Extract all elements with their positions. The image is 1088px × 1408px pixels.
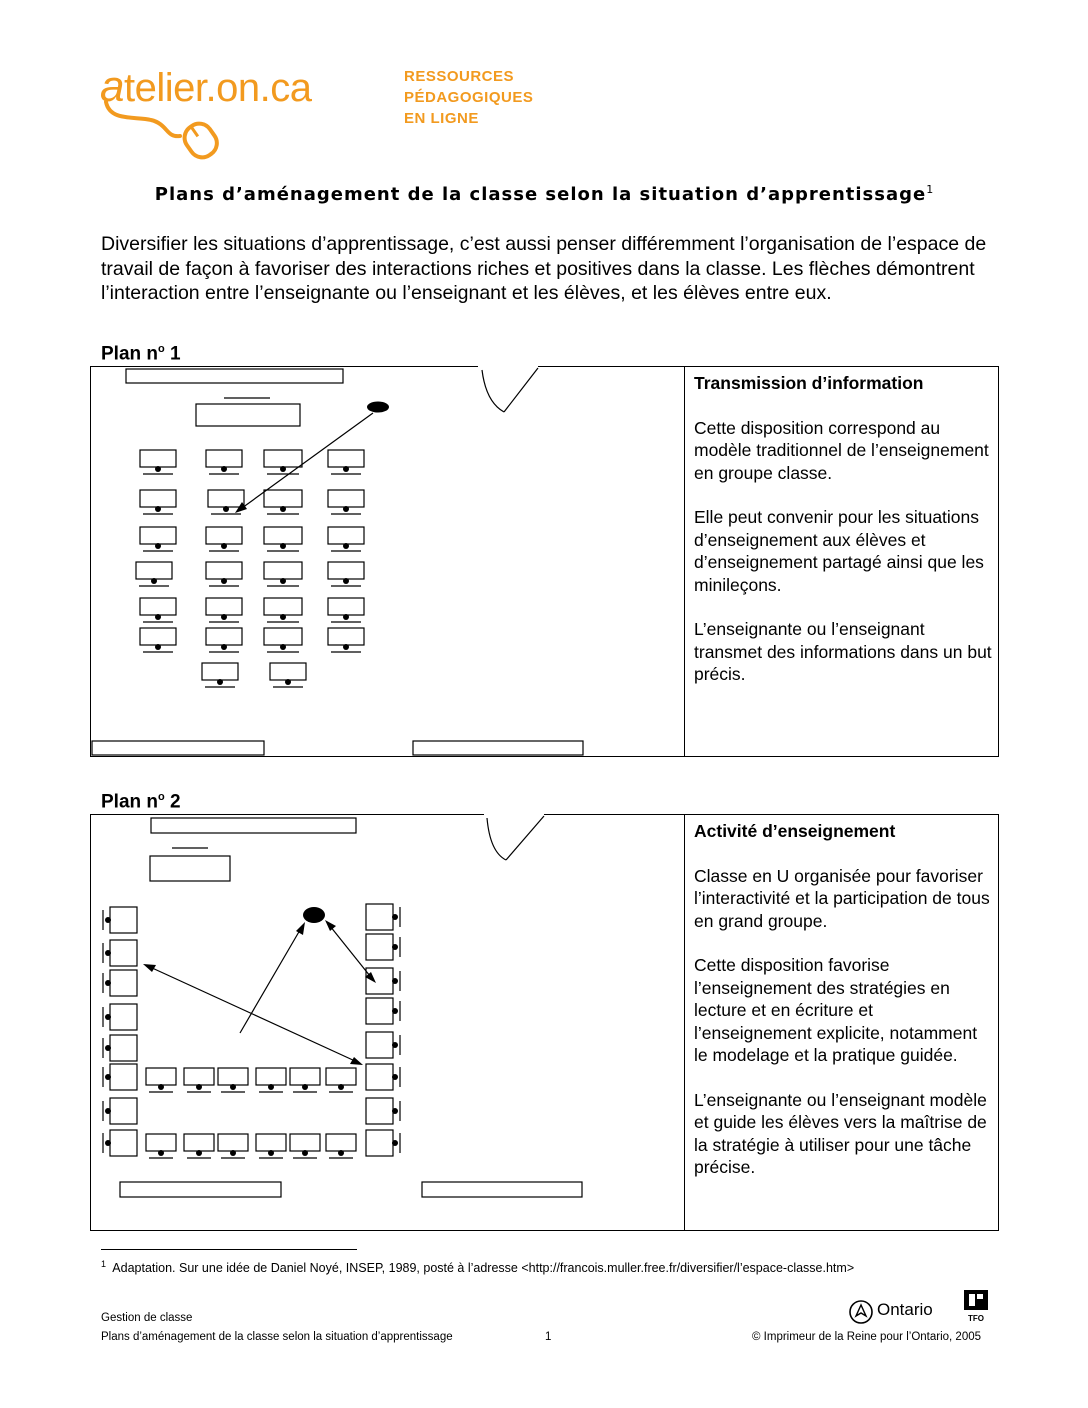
logo-a: a bbox=[100, 62, 124, 111]
student-desk bbox=[136, 562, 172, 586]
student-desk bbox=[290, 1134, 320, 1158]
tfo-logo bbox=[964, 1290, 988, 1323]
student-desk bbox=[103, 1098, 137, 1124]
student-desk bbox=[218, 1134, 248, 1158]
student-desk bbox=[140, 628, 176, 652]
student-desk bbox=[206, 450, 242, 474]
student-desk bbox=[328, 598, 364, 622]
student-desk bbox=[366, 904, 400, 930]
student-desk bbox=[270, 663, 306, 687]
student-desk bbox=[366, 1098, 400, 1124]
student-desk bbox=[366, 1130, 400, 1156]
student-desk bbox=[206, 527, 242, 551]
student-desk bbox=[366, 968, 400, 994]
page-number: 1 bbox=[545, 1331, 552, 1343]
student-desk bbox=[103, 1004, 137, 1030]
student-desk bbox=[366, 1064, 400, 1090]
plan2-paragraph: L’enseignante ou l’enseignant modèle et guide les élèves vers la maîtrise de la stratégie à utiliser pour une tâche précise. bbox=[694, 1089, 987, 1177]
plan1-description bbox=[694, 372, 994, 708]
student-desk bbox=[206, 562, 242, 586]
footer-copyright: © Imprimeur de la Reine pour l’Ontario, 2005 bbox=[752, 1331, 982, 1343]
document-title bbox=[0, 183, 1088, 205]
footnote-rule bbox=[101, 1249, 357, 1250]
student-desk bbox=[366, 1032, 400, 1058]
plan2-label bbox=[101, 791, 181, 813]
student-desk bbox=[264, 490, 302, 514]
plan-label-number: 2 bbox=[164, 791, 181, 813]
student-desk bbox=[202, 663, 238, 687]
plan1-paragraph: L’enseignante ou l’enseignant transmet des informations dans un but précis. bbox=[694, 619, 992, 684]
plan-label-number: 1 bbox=[164, 343, 181, 365]
intro-paragraph: Diversifier les situations d’apprentissage, c’est aussi penser différemment l’organisation de l’espace de travail de façon à favoriser des interactions riches et positives dans la classe. Les flèches démontrent l’interaction entre l’enseignante ou l’enseignant et les élèves, et les élèves entre eux. bbox=[101, 233, 987, 304]
logo-tagline bbox=[404, 66, 533, 129]
tagline-line: EN LIGNE bbox=[404, 110, 479, 127]
student-desk bbox=[328, 628, 364, 652]
student-desk bbox=[264, 527, 302, 551]
student-desk bbox=[328, 450, 364, 474]
student-desk bbox=[103, 1035, 137, 1061]
tfo-mark-icon bbox=[964, 1290, 988, 1310]
student-desk bbox=[328, 490, 364, 514]
ontario-trillium-icon bbox=[848, 1299, 874, 1325]
student-desk bbox=[146, 1068, 176, 1092]
plan2-heading: Activité d’enseignement bbox=[694, 821, 896, 841]
student-desk bbox=[326, 1134, 356, 1158]
student-desk bbox=[206, 598, 242, 622]
plan2-diagram bbox=[90, 814, 684, 1231]
ontario-wordmark: Ontario bbox=[877, 1300, 933, 1319]
plan1-heading: Transmission d’information bbox=[694, 373, 924, 393]
student-desk bbox=[184, 1068, 214, 1092]
student-desk bbox=[218, 1068, 248, 1092]
plan2-paragraph: Cette disposition favorise l’enseignement des stratégies en lecture et en écriture et l’enseignement explicite, notamment le modelage et la pratique guidée. bbox=[694, 955, 978, 1065]
footnote-text: Adaptation. Sur une idée de Daniel Noyé, INSEP, 1989, posté à l’adresse <http://francois.muller.free.fr/diversifier/l’espace-classe.htm> bbox=[112, 1261, 855, 1276]
student-desk bbox=[256, 1134, 286, 1158]
student-desk bbox=[328, 527, 364, 551]
tfo-text: TFO bbox=[968, 1314, 984, 1323]
student-desk bbox=[206, 628, 242, 652]
plan1-label bbox=[101, 343, 181, 365]
tagline-line: PÉDAGOGIQUES bbox=[404, 89, 534, 106]
plan2-paragraph: Classe en U organisée pour favoriser l’interactivité et la participation de tous en grand groupe. bbox=[694, 865, 990, 931]
footer-section: Gestion de classe bbox=[101, 1312, 193, 1324]
student-desk bbox=[264, 562, 302, 586]
student-desk bbox=[366, 998, 400, 1024]
plan1-paragraph: Cette disposition correspond au modèle traditionnel de l’enseignement en groupe classe. bbox=[694, 417, 989, 483]
student-desk bbox=[366, 934, 400, 960]
student-desk bbox=[103, 907, 137, 933]
student-desk bbox=[140, 490, 176, 514]
plan2-divider bbox=[684, 814, 685, 1231]
footnote-ref: 1 bbox=[101, 1259, 107, 1269]
student-desk bbox=[264, 628, 302, 652]
footer-doc-title: Plans d’aménagement de la classe selon la situation d’apprentissage bbox=[101, 1331, 453, 1343]
student-desk bbox=[290, 1068, 320, 1092]
student-desk bbox=[140, 527, 176, 551]
student-desk bbox=[103, 970, 137, 996]
student-desk bbox=[146, 1134, 176, 1158]
student-desk bbox=[264, 598, 302, 622]
plan2-description bbox=[694, 820, 994, 1201]
plan-label-sup: o bbox=[158, 791, 165, 803]
logo-rest: telier.on.ca bbox=[123, 66, 312, 110]
student-desk bbox=[328, 562, 364, 586]
plan-label-sup: o bbox=[158, 343, 165, 355]
plan-label-text: Plan n bbox=[101, 791, 159, 813]
student-desk bbox=[103, 940, 137, 966]
footnote bbox=[101, 1259, 854, 1275]
plan1-paragraph: Elle peut convenir pour les situations d’enseignement aux élèves et d’enseignement partagé ainsi que les minileçons. bbox=[694, 507, 984, 595]
student-desk bbox=[140, 450, 176, 474]
student-desk bbox=[184, 1134, 214, 1158]
plan1-divider bbox=[684, 366, 685, 757]
plan-label-text: Plan n bbox=[101, 343, 159, 365]
student-desk bbox=[140, 598, 176, 622]
tagline-line: RESSOURCES bbox=[404, 68, 515, 85]
student-desk bbox=[103, 1130, 137, 1156]
student-desk bbox=[326, 1068, 356, 1092]
student-desk bbox=[103, 1064, 137, 1090]
plan1-diagram bbox=[90, 366, 684, 757]
title-footnote-ref: 1 bbox=[926, 183, 934, 196]
mouse-cord-icon bbox=[96, 96, 226, 162]
student-desk bbox=[256, 1068, 286, 1092]
document-title-text: Plans d’aménagement de la classe selon la situation d’apprentissage bbox=[154, 184, 927, 205]
student-desk bbox=[264, 450, 302, 474]
